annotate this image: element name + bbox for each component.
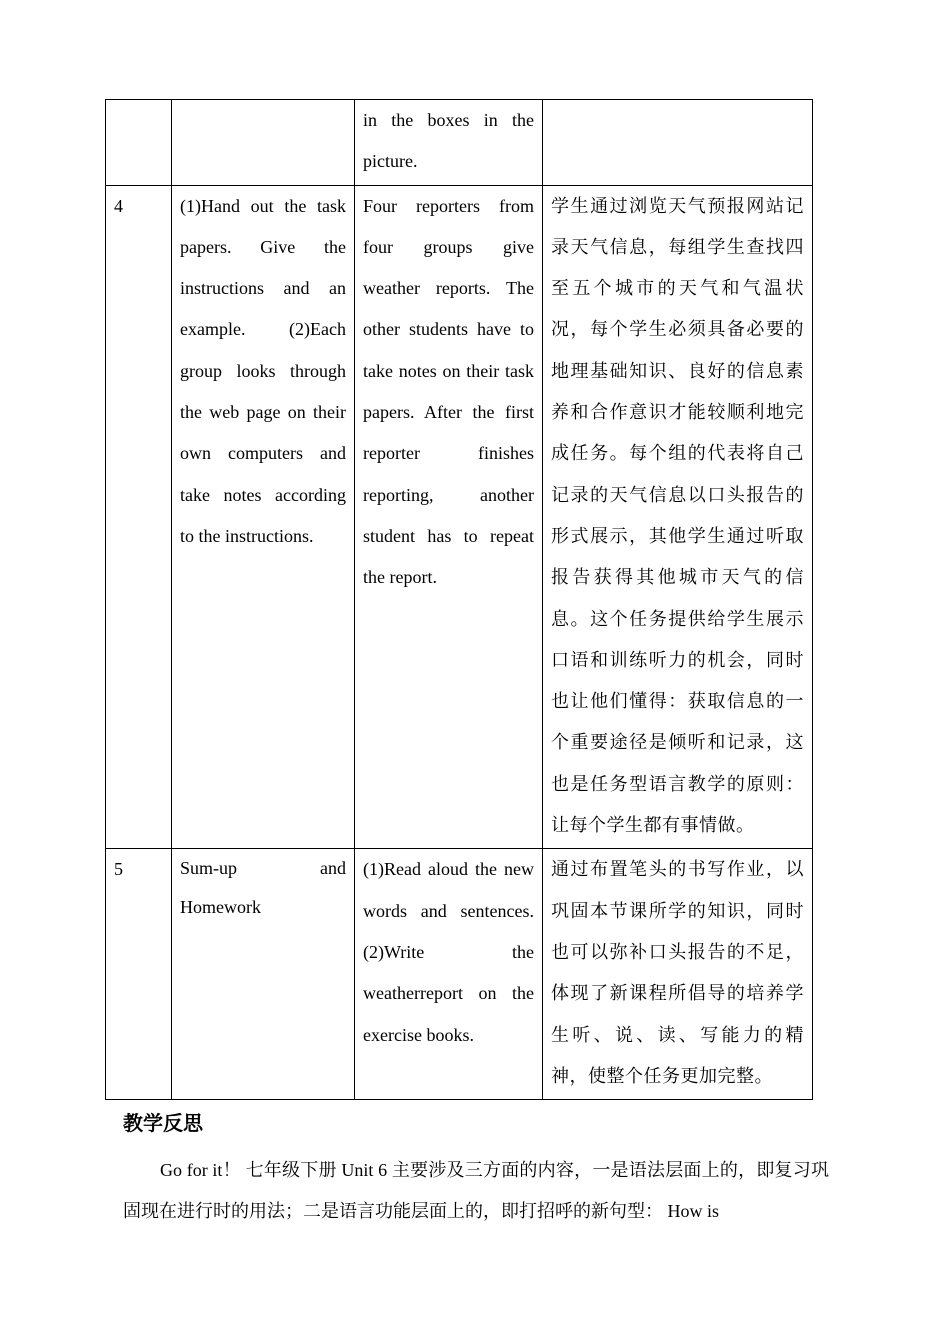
purpose-cell: 通过布置笔头的书写作业，以巩固本节课所学的知识，同时也可以弥补口头报告的不足，体现了新课程所倡导的培养学生听、说、读、写能力的精神，使整个任务更加完整。 [543, 849, 813, 1100]
teacher-activity-cell [172, 100, 355, 186]
teacher-activity-cell: Sum-up and Homework [172, 849, 355, 1100]
table-row [106, 185, 813, 849]
student-activity-cell: in the boxes in the picture. [355, 100, 543, 186]
student-activity-cell: (1)Read aloud the new words and sentences.(2)Write the weatherreport on the exercise books. [355, 849, 543, 1100]
teacher-activity-cell: (1)Hand out the task papers. Give the instructions and an example. (2)Each group looks through the web page on their own computers and take notes according to the instructions. [172, 185, 355, 849]
lesson-plan-table [105, 99, 813, 1100]
student-activity-cell: Four reporters from four groups give weather reports. The other students have to take notes on their task papers. After the first reporter finishes reporting, another student has to repeat the report. [355, 185, 543, 849]
step-cell [106, 100, 172, 186]
step-cell: 4 [106, 185, 172, 849]
reflection-paragraph: Go for it！ 七年级下册 Unit 6 主要涉及三方面的内容，一是语法层面上的，即复习巩固现在进行时的用法；二是语言功能层面上的，即打招呼的新句型： How is [123, 1160, 829, 1221]
table-row [106, 100, 813, 186]
table-row [106, 849, 813, 1100]
purpose-cell [543, 100, 813, 186]
reflection-heading: 教学反思 [123, 1111, 203, 1135]
step-cell: 5 [106, 849, 172, 1100]
purpose-cell: 学生通过浏览天气预报网站记录天气信息，每组学生查找四至五个城市的天气和气温状况，每个学生必须具备必要的地理基础知识、良好的信息素养和合作意识才能较顺利地完成任务。每个组的代表将自己记录的天气信息以口头报告的形式展示，其他学生通过听取报告获得其他城市天气的信息。这个任务提供给学生展示口语和训练听力的机会，同时也让他们懂得：获取信息的一个重要途径是倾听和记录，这也是任务型语言教学的原则：让每个学生都有事情做。 [543, 185, 813, 849]
